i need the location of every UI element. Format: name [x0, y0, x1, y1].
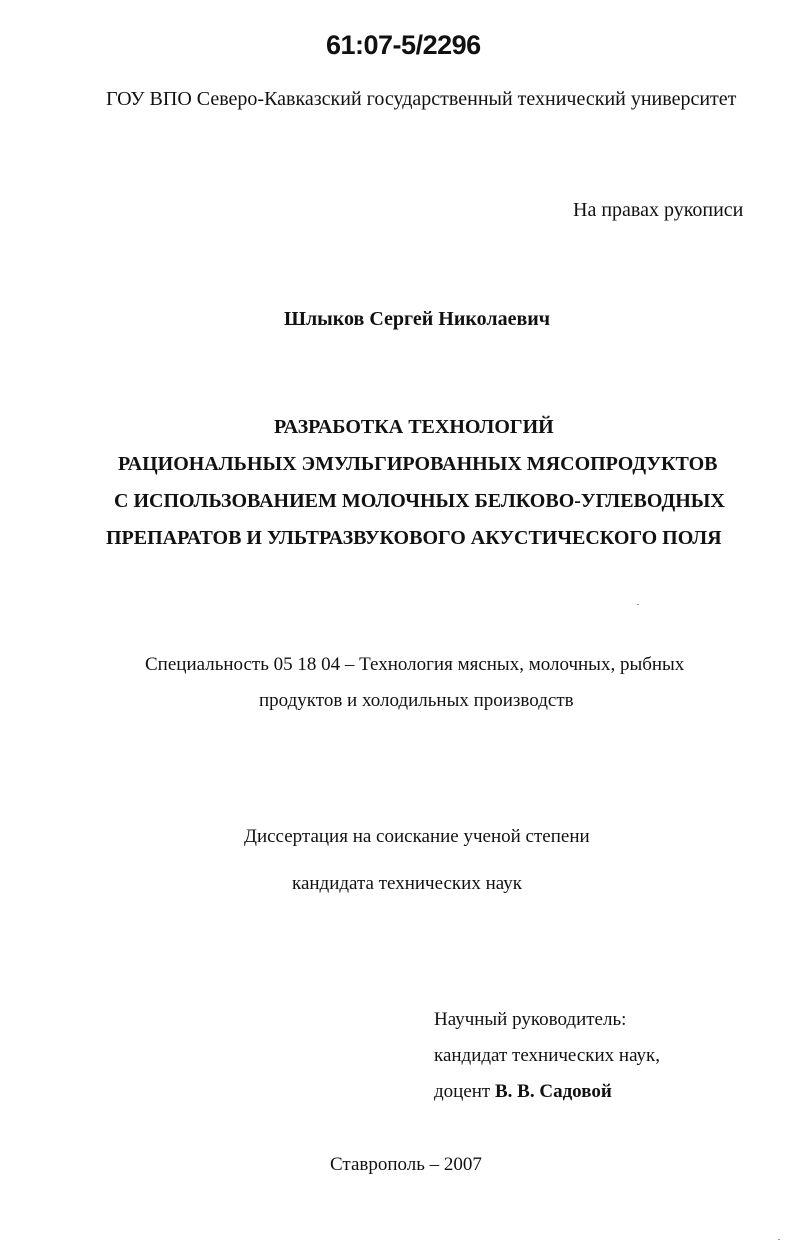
title-line: РАЦИОНАЛЬНЫХ ЭМУЛЬГИРОВАННЫХ МЯСОПРОДУКТОВ — [118, 453, 718, 475]
scan-speck — [778, 1239, 780, 1240]
city-and-year: Ставрополь – 2007 — [330, 1154, 482, 1175]
author-name: Шлыков Сергей Николаевич — [284, 308, 551, 330]
title-line: ПРЕПАРАТОВ И УЛЬТРАЗВУКОВОГО АКУСТИЧЕСКОГО ПОЛЯ — [106, 527, 722, 549]
title-line: С ИСПОЛЬЗОВАНИЕМ МОЛОЧНЫХ БЕЛКОВО-УГЛЕВОДНЫХ — [114, 490, 725, 512]
catalog-code: 61:07-5/2296 — [326, 30, 481, 60]
dissertation-line: кандидата технических наук — [292, 873, 522, 894]
scan-speck — [637, 604, 639, 605]
advisor-label: Научный руководитель: — [434, 1009, 627, 1030]
advisor-degree: кандидат технических наук, — [434, 1045, 661, 1066]
specialty-line: продуктов и холодильных производств — [259, 690, 574, 711]
manuscript-rights-note: На правах рукописи — [573, 199, 744, 221]
dissertation-line: Диссертация на соискание ученой степени — [244, 826, 590, 847]
title-line: РАЗРАБОТКА ТЕХНОЛОГИЙ — [274, 416, 554, 438]
advisor-name: В. В. Садовой — [495, 1081, 612, 1102]
advisor-position-and-name — [434, 1081, 612, 1103]
institution-name: ГОУ ВПО Северо-Кавказский государственный технический университет — [106, 88, 737, 110]
specialty-line: Специальность 05 18 04 – Технология мясных, молочных, рыбных — [145, 654, 685, 675]
advisor-position: доцент — [434, 1081, 491, 1102]
